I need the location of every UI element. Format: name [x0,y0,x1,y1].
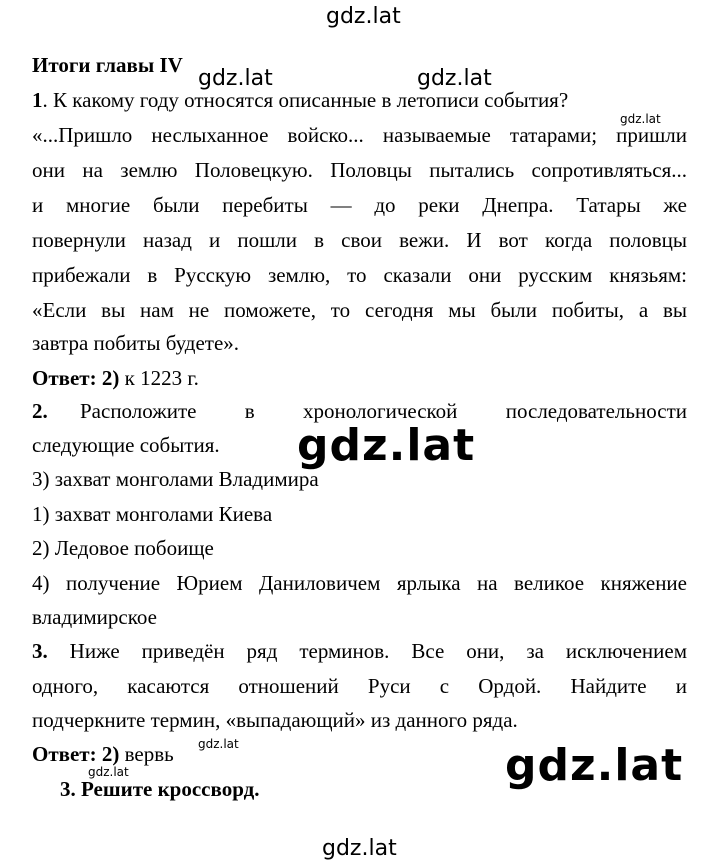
watermark-bottom: gdz.lat [322,836,397,861]
q1-quote-line: прибежали в Русскую землю, то сказали они русским князьям: [32,263,687,287]
watermark-small-crossword: gdz.lat [88,765,129,779]
q3-line1-text: Ниже приведён ряд терминов. Все они, за исключением [47,639,687,663]
q3-line3: подчеркните термин, «выпадающий» из данного ряда. [32,708,518,732]
q2-item: 2) Ледовое побоище [32,536,214,560]
watermark-big-right: gdz.lat [505,740,684,791]
q2-item: 3) захват монголами Владимира [32,467,319,491]
watermark-top: gdz.lat [326,4,401,29]
watermark-small-right: gdz.lat [620,112,661,126]
q1-quote-line: «...Пришло неслыханное войско... называемые татарами; пришли [32,123,687,147]
q3-answer-label: Ответ: 2) [32,742,120,766]
q3-answer-text: вервь [119,742,174,766]
q2-text-line1: Расположите в хронологической последовательности [80,399,687,423]
q2-number: 2. [32,399,48,423]
watermark-small-answer: gdz.lat [198,737,239,751]
q1-answer-text: к 1223 г. [119,366,199,390]
q1-quote-line: и многие были перебиты — до реки Днепра. Татары же [32,193,687,217]
q1-question-text: . К какому году относятся описанные в летописи события? [42,88,569,112]
q3-line1 [32,638,687,664]
q3-line2: одного, касаются отношений Руси с Ордой. Найдите и [32,674,687,698]
q2-text-line2: следующие события. [32,433,220,457]
q2-item: 1) захват монголами Киева [32,502,273,526]
q1-quote-line: «Если вы нам не поможете, то сегодня мы были побиты, а вы [32,298,687,322]
watermark-big-center: gdz.lat [297,420,476,471]
q3b-crossword: 3. Решите кроссворд. [60,777,260,801]
q2-item: 4) получение Юрием Даниловичем ярлыка на великое княжение [32,571,687,595]
q2-item-continuation: владимирское [32,605,157,629]
q1-quote-line: повернули назад и пошли в свои вежи. И вот когда половцы [32,228,687,252]
section-title: Итоги главы IV [32,53,183,77]
q1-answer-label: Ответ: 2) [32,366,120,390]
watermark-heading-left: gdz.lat [198,66,273,91]
q1-question [32,87,568,113]
q1-answer [32,365,199,391]
watermark-heading-right: gdz.lat [417,66,492,91]
q1-quote-last-line: завтра побиты будете». [32,331,240,355]
q1-number: 1 [32,88,43,112]
q3-number: 3. [32,639,48,663]
q1-quote-line: они на землю Половецкую. Половцы пытались сопротивляться... [32,158,687,182]
q3-answer [32,741,174,767]
